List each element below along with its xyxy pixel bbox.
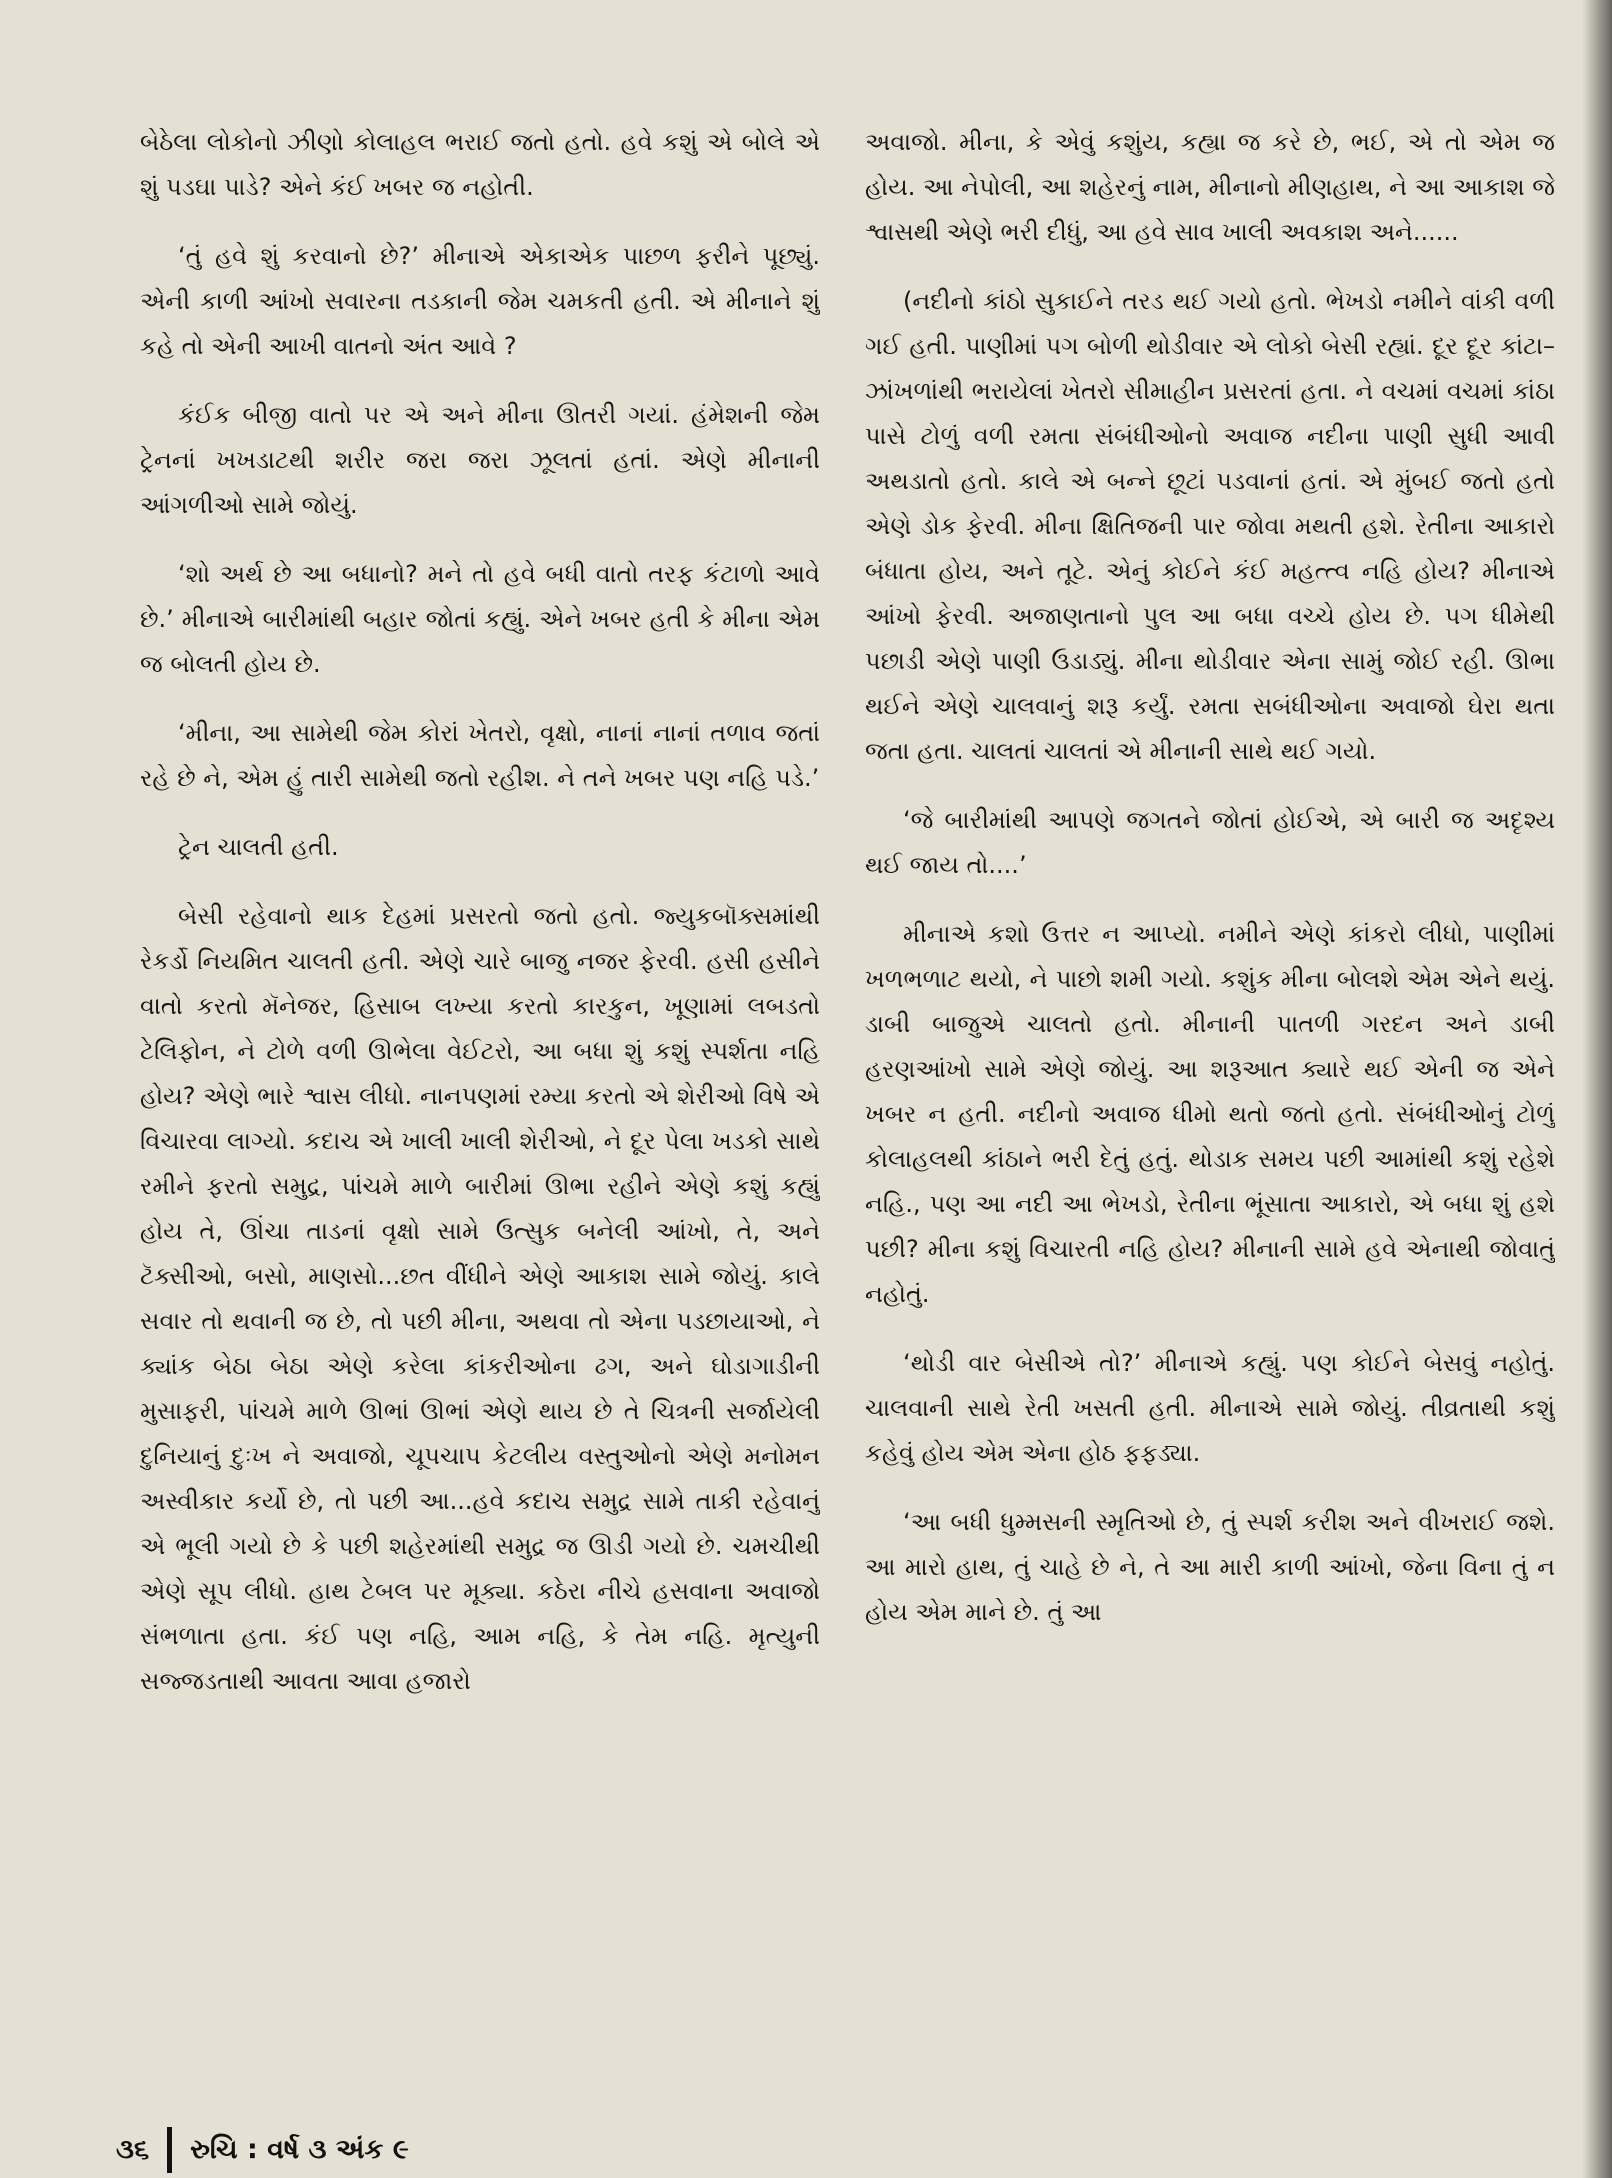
paragraph: મીનાએ કશો ઉત્તર ન આપ્યો. નમીને એણે કાંકરો લીધો, પાણીમાં ખળભળાટ થયો, ને પાછો શમી ગયો. કશુંક મીના બોલશે એમ એને થયું. ડાબી બાજુએ ચાલતો હતો. મીનાની પાતળી ગરદન અને ડાબી હરણઆંખો સામે એણે જોયું. આ શરૂઆત ક્યારે થઈ એની જ એને ખબર ન હતી. નદીનો અવાજ ધીમો થતો જતો હતો. સંબંધીઓનું ટોળું કોલાહલથી કાંઠાને ભરી દેતું હતું. થોડાક સમય પછી આમાંથી કશું રહેશે નહિ., પણ આ નદી આ ભેખડો, રેતીના ભૂંસાતા આકારો, એ બધા શું હશે પછી? મીના કશું વિચારતી નહિ હોય? મીનાની સામે હવે એનાથી જોવાતું નહોતું. <box>865 920 1555 1308</box>
paragraph: ટ્રેન ચાલતી હતી. <box>178 833 339 861</box>
paragraph: કંઈક બીજી વાતો પર એ અને મીના ઊતરી ગયાં. હંમેશની જેમ ટ્રેનનાં ખખડાટથી શરીર જરા જરા ઝૂલતાં હતાં. એણે મીનાની આંગળીઓ સામે જોયું. <box>140 401 820 519</box>
paragraph: ‘જે બારીમાંથી આપણે જગતને જોતાં હોઈએ, એ બારી જ અદૃશ્ય થઈ જાય તો....’ <box>865 806 1555 879</box>
issue-label: રુચિ : વર્ષ ૩ અંક ૯ <box>190 2134 409 2165</box>
paragraph: બેસી રહેવાનો થાક દેહમાં પ્રસરતો જતો હતો. જ્યુકબૉક્સમાંથી રેકર્ડો નિયમિત ચાલતી હતી. એણે ચારે બાજુ નજર ફેરવી. હસી હસીને વાતો કરતો મૅનેજર, હિસાબ લખ્યા કરતો કારકુન, ખૂણામાં લબડતો ટેલિફોન, ને ટોળે વળી ઊભેલા વેઈટરો, આ બધા શું કશું સ્પર્શતા નહિ હોય? એણે ભારે શ્વાસ લીધો. નાનપણમાં રમ્યા કરતો એ શેરીઓ વિષે એ વિચારવા લાગ્યો. કદાચ એ ખાલી ખાલી શેરીઓ, ને દૂર પેલા ખડકો સાથે રમીને ફરતો સમુદ્ર, પાંચમે માળે બારીમાં ઊભા રહીને એણે કશું કહ્યું હોય તે, ઊંચા તાડનાં વૃક્ષો સામે ઉત્સુક બનેલી આંખો, તે, અને ટૅક્સીઓ, બસો, માણસો...છત વીંધીને એણે આકાશ સામે જોયું. કાલે સવાર તો થવાની જ છે, તો પછી મીના, અથવા તો એના પડછાયાઓ, ને ક્યાંક બેઠા બેઠા એણે કરેલા કાંકરીઓના ઢગ, અને ઘોડાગાડીની મુસાફરી, પાંચમે માળે ઊભાં ઊભાં એણે થાય છે તે ચિત્રની સર્જાયેલી દુનિયાનું દુઃખ ને અવાજો, ચૂપચાપ કેટલીય વસ્તુઓનો એણે મનોમન અસ્વીકાર કર્યો છે, તો પછી આ...હવે કદાચ સમુદ્ર સામે તાકી રહેવાનું એ ભૂલી ગયો છે કે પછી શહેરમાંથી સમુદ્ર જ ઊડી ગયો છે. ચમચીથી એણે સૂપ લીધો. હાથ ટેબલ પર મૂક્યા. કઠેરા નીચે હસવાના અવાજો સંભળાતા હતા. કંઈ પણ નહિ, આમ નહિ, કે તેમ નહિ. મૃત્યુની સજ્જડતાથી આવતા આવા હજારો <box>140 902 820 1695</box>
paragraph: ‘મીના, આ સામેથી જેમ કોરાં ખેતરો, વૃક્ષો, નાનાં નાનાં તળાવ જતાં રહે છે ને, એમ હું તારી સામેથી જતો રહીશ. ને તને ખબર પણ નહિ પડે.’ <box>140 719 820 792</box>
paragraph: ‘આ બધી ધુમ્મસની સ્મૃતિઓ છે, તું સ્પર્શ કરીશ અને વીખરાઈ જશે. આ મારો હાથ, તું ચાહે છે ને, તે આ મારી કાળી આંખો, જેના વિના તું ન હોય એમ માને છે. તું આ <box>865 1508 1555 1626</box>
paragraph: અવાજો. મીના, કે એવું કશુંય, કહ્યા જ કરે છે, ભઈ, એ તો એમ જ હોય. આ નેપોલી, આ શહેરનું નામ, મીનાનો મીણહાથ, ને આ આકાશ જે શ્વાસથી એણે ભરી દીધું, આ હવે સાવ ખાલી અવકાશ અને...... <box>865 128 1555 246</box>
paragraph: ‘થોડી વાર બેસીએ તો?’ મીનાએ કહ્યું. પણ કોઈને બેસવું નહોતું. ચાલવાની સાથે રેતી ખસતી હતી. મીનાએ સામે જોયું. તીવ્રતાથી કશું કહેવું હોય એમ એના હોઠ ફફડ્યા. <box>865 1349 1555 1467</box>
footer-divider <box>167 2127 172 2173</box>
spine-shadow <box>1582 0 1612 2178</box>
paragraph: ‘શો અર્થ છે આ બધાનો? મને તો હવે બધી વાતો તરફ કંટાળો આવે છે.’ મીનાએ બારીમાંથી બહાર જોતાં કહ્યું. એને ખબર હતી કે મીના એમ જ બોલતી હોય છે. <box>140 560 820 678</box>
paragraph: ‘તું હવે શું કરવાનો છે?’ મીનાએ એકાએક પાછળ ફરીને પૂછ્યું. એની કાળી આંખો સવારના તડકાની જેમ ચમકતી હતી. એ મીનાને શું કહે તો એની આખી વાતનો અંત આવે ? <box>140 242 820 360</box>
page-number: ૩૬ <box>116 2134 150 2165</box>
paragraph: બેઠેલા લોકોનો ઝીણો કોલાહલ ભરાઈ જતો હતો. હવે કશું એ બોલે એ શું પડઘા પાડે? એને કંઈ ખબર જ નહોતી. <box>140 128 820 201</box>
page-footer <box>116 2126 409 2174</box>
right-column <box>865 120 1555 2050</box>
left-column <box>140 120 820 2050</box>
paragraph: (નદીનો કાંઠો સુકાઈને તરડ થઈ ગયો હતો. ભેખડો નમીને વાંકી વળી ગઈ હતી. પાણીમાં પગ બોળી થોડીવાર એ લોકો બેસી રહ્યાં. દૂર દૂર કાંટા–ઝાંખળાંથી ભરાયેલાં ખેતરો સીમાહીન પ્રસરતાં હતા. ને વચમાં વચમાં કાંઠા પાસે ટોળું વળી રમતા સંબંધીઓનો અવાજ નદીના પાણી સુધી આવી અથડાતો હતો. કાલે એ બન્ને છૂટાં પડવાનાં હતાં. એ મુંબઈ જતો હતો એણે ડોક ફેરવી. મીના ક્ષિતિજની પાર જોવા મથતી હશે. રેતીના આકારો બંધાતા હોય, અને તૂટે. એનું કોઈને કંઈ મહત્ત્વ નહિ હોય? મીનાએ આંખો ફેરવી. અજાણતાનો પુલ આ બધા વચ્ચે હોય છે. પગ ધીમેથી પછાડી એણે પાણી ઉડાડ્યું. મીના થોડીવાર એના સામું જોઈ રહી. ઊભા થઈને એણે ચાલવાનું શરૂ કર્યું. રમતા સબંધીઓના અવાજો ઘેરા થતા જતા હતા. ચાલતાં ચાલતાં એ મીનાની સાથે થઈ ગયો. <box>865 287 1555 765</box>
